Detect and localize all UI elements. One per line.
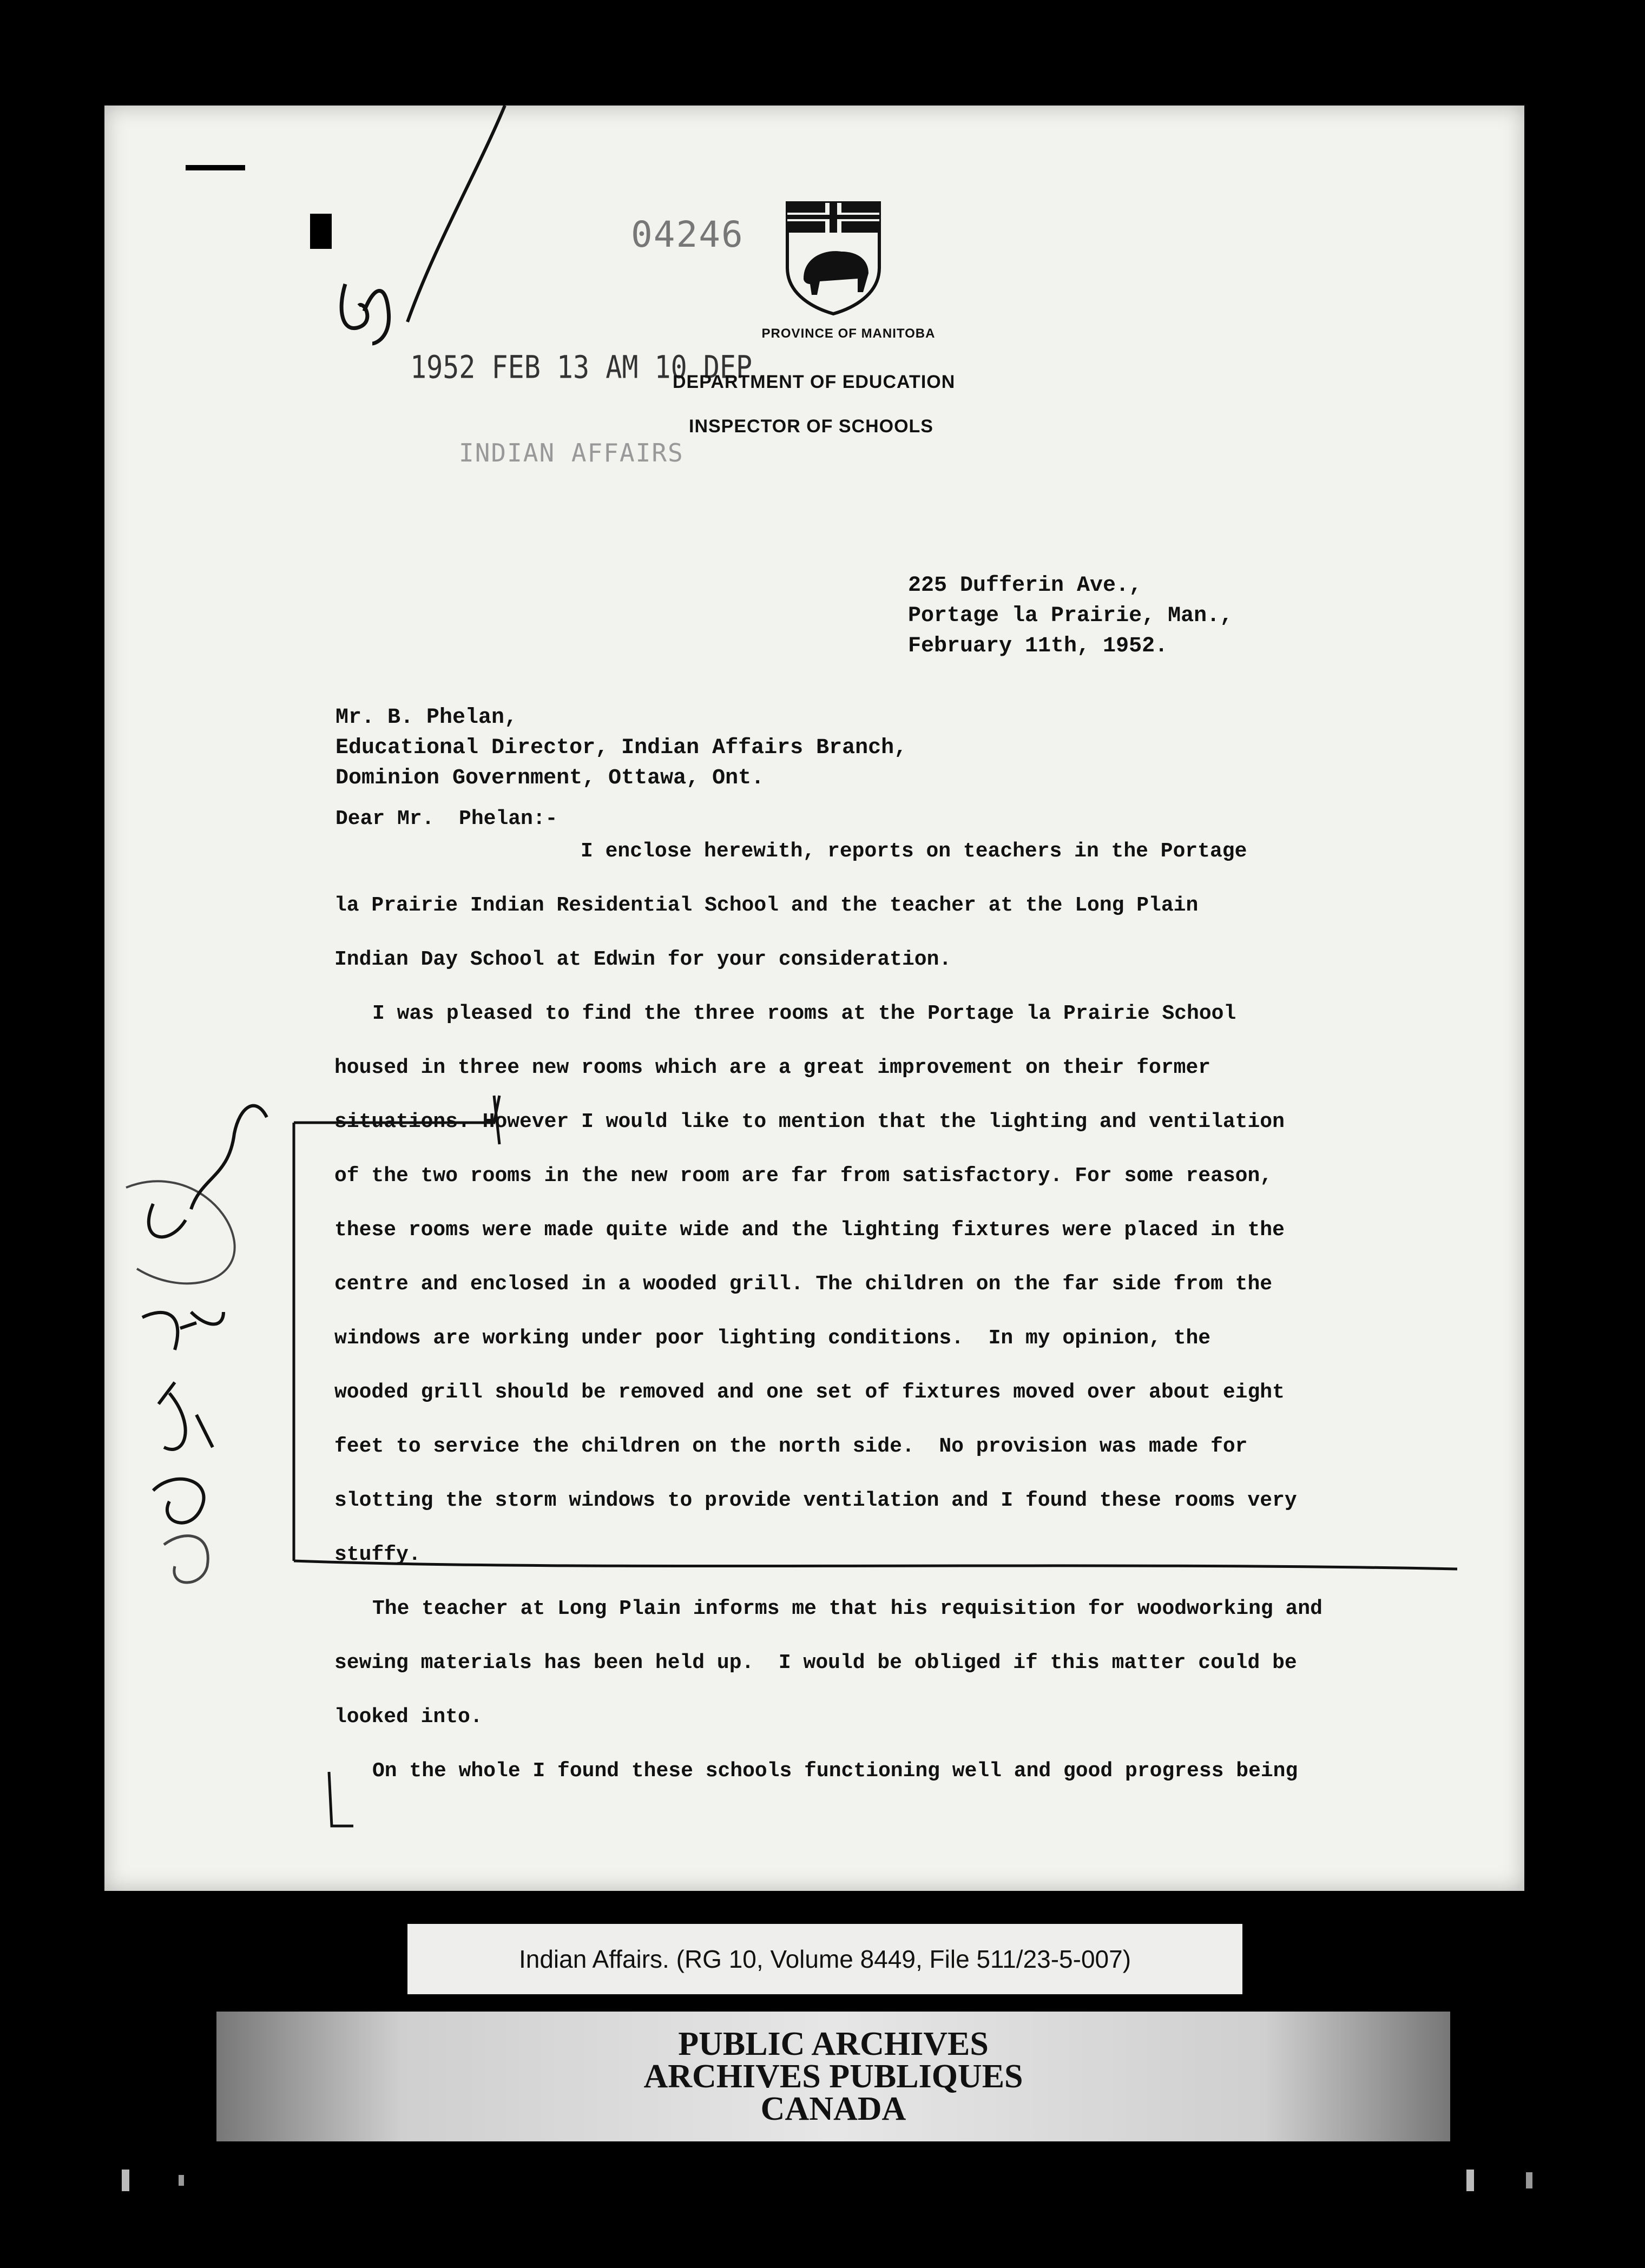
body-line: wooded grill should be removed and one set of fixtures moved over about eight bbox=[334, 1381, 1285, 1404]
received-date-stamp: 1952 FEB 13 AM 10 DEP bbox=[410, 349, 753, 386]
archive-line: ARCHIVES PUBLIQUES bbox=[643, 2058, 1023, 2095]
body-line: I was pleased to find the three rooms at the Portage la Prairie School bbox=[372, 1002, 1236, 1025]
body-line: feet to service the children on the north side. No provision was made for bbox=[334, 1435, 1248, 1458]
body-line: I enclose herewith, reports on teachers in the Portage bbox=[581, 840, 1247, 863]
body-line: housed in three new rooms which are a great improvement on their former bbox=[334, 1056, 1211, 1079]
recipient-name: Mr. B. Phelan, bbox=[335, 706, 518, 730]
recipient-block bbox=[335, 703, 907, 794]
inspector-title: INSPECTOR OF SCHOOLS bbox=[689, 416, 933, 437]
archive-stamp bbox=[216, 2012, 1450, 2141]
recipient-line: Educational Director, Indian Affairs Branch, bbox=[335, 736, 907, 760]
stamp-number: 04246 bbox=[631, 214, 744, 255]
archive-reference: Indian Affairs. (RG 10, Volume 8449, File 511/23-5-007) bbox=[518, 1945, 1131, 1973]
body-line: stuffy. bbox=[334, 1543, 421, 1566]
department-name: DEPARTMENT OF EDUCATION bbox=[673, 372, 956, 392]
body-line: la Prairie Indian Residential School and the teacher at the Long Plain bbox=[334, 894, 1199, 917]
body-line: situations. However I would like to mention that the lighting and ventilation bbox=[334, 1110, 1285, 1133]
body-line: windows are working under poor lighting conditions. In my opinion, the bbox=[334, 1327, 1211, 1350]
letter-page bbox=[104, 106, 1524, 1891]
sender-address bbox=[908, 571, 1233, 662]
body-line: Indian Day School at Edwin for your consideration. bbox=[334, 948, 952, 971]
letter-date: February 11th, 1952. bbox=[908, 634, 1168, 658]
archive-reference-label bbox=[407, 1924, 1242, 1994]
body-line: centre and enclosed in a wooded grill. The children on the far side from the bbox=[334, 1273, 1273, 1296]
body-line: these rooms were made quite wide and the lighting fixtures were placed in the bbox=[334, 1218, 1285, 1242]
province-name: PROVINCE OF MANITOBA bbox=[761, 326, 936, 341]
address-line: Portage la Prairie, Man., bbox=[908, 604, 1233, 628]
indian-affairs-stamp: INDIAN AFFAIRS bbox=[459, 438, 684, 467]
body-line: looked into. bbox=[334, 1705, 483, 1729]
manitoba-crest-logo bbox=[782, 197, 885, 317]
archive-line: CANADA bbox=[760, 2091, 906, 2127]
body-line: of the two rooms in the new room are far from satisfactory. For some reason, bbox=[334, 1164, 1273, 1188]
salutation: Dear Mr. Phelan:- bbox=[335, 807, 558, 830]
body-line: On the whole I found these schools functioning well and good progress being bbox=[372, 1759, 1298, 1783]
body-line: sewing materials has been held up. I would be obliged if this matter could be bbox=[334, 1651, 1297, 1674]
film-edge-marks bbox=[0, 2164, 1645, 2197]
body-line: slotting the storm windows to provide ventilation and I found these rooms very bbox=[334, 1489, 1297, 1512]
archive-line: PUBLIC ARCHIVES bbox=[678, 2026, 989, 2062]
body-line: The teacher at Long Plain informs me that his requisition for woodworking and bbox=[372, 1597, 1322, 1620]
recipient-line: Dominion Government, Ottawa, Ont. bbox=[335, 766, 765, 790]
address-line: 225 Dufferin Ave., bbox=[908, 573, 1142, 598]
